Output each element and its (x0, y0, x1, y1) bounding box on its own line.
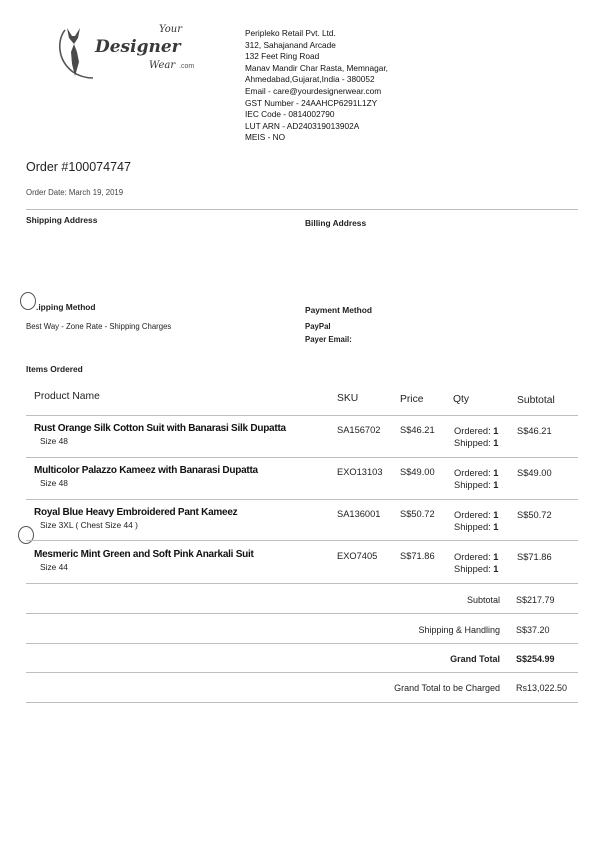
product-subtotal: S$71.86 (517, 552, 552, 562)
dress-figure-icon (55, 24, 95, 84)
qty-shipped-value: 1 (493, 564, 499, 574)
logo-text-com: .com (179, 63, 195, 70)
punch-hole-mark (18, 526, 34, 544)
product-option: Size 48 (40, 478, 68, 488)
product-option: Size 3XL ( Chest Size 44 ) (40, 520, 138, 530)
divider (26, 209, 578, 210)
qty-ordered-value: 1 (493, 510, 499, 520)
divider (26, 583, 578, 584)
logo-text-your: Your (159, 24, 182, 35)
product-price: S$46.21 (400, 425, 435, 435)
product-qty (454, 467, 498, 491)
billing-address-heading: Billing Address (305, 218, 367, 228)
grand-total-label: Grand Total (450, 654, 500, 664)
company-address-line: Ahmedabad,Gujarat,India - 380052 (245, 74, 375, 85)
qty-ordered-label: Ordered: (454, 510, 491, 520)
qty-ordered-label: Ordered: (454, 426, 491, 436)
company-email: Email - care@yourdesignerwear.com (245, 85, 382, 96)
payment-method-heading: Payment Method (305, 305, 373, 315)
subtotal-value: S$217.79 (516, 595, 555, 605)
brand-logo (55, 24, 195, 86)
product-qty (454, 551, 498, 575)
divider (26, 643, 578, 644)
product-sku: SA156702 (337, 425, 381, 435)
qty-ordered-value: 1 (493, 468, 499, 478)
logo-text-designer: Designer (95, 37, 181, 57)
qty-ordered-label: Ordered: (454, 552, 491, 562)
product-name: Mesmeric Mint Green and Soft Pink Anarkali Suit (34, 549, 254, 560)
divider (26, 457, 578, 458)
product-price: S$49.00 (400, 467, 435, 477)
shipping-handling-value: S$37.20 (516, 625, 550, 635)
company-meis: MEIS - NO (245, 132, 286, 143)
shipping-method-heading: .ipping Method (36, 302, 96, 312)
column-header-sku: SKU (337, 393, 359, 404)
shipping-method-value: Best Way - Zone Rate - Shipping Charges (26, 322, 172, 331)
divider (26, 702, 578, 703)
items-ordered-heading: Items Ordered (26, 364, 83, 374)
divider (26, 540, 578, 541)
company-address-line: Manav Mandir Char Rasta, Memnagar, (245, 62, 388, 73)
grand-total-value: S$254.99 (516, 654, 555, 664)
product-sku: SA136001 (337, 509, 381, 519)
logo-text-wear: Wear (149, 60, 176, 71)
company-address-line: 132 Feet Ring Road (245, 51, 320, 62)
product-subtotal: S$49.00 (517, 468, 552, 478)
product-name: Royal Blue Heavy Embroidered Pant Kameez (34, 507, 238, 518)
order-title: Order #100074747 (26, 160, 131, 174)
punch-hole-mark (20, 292, 36, 310)
company-name: Peripleko Retail Pvt. Ltd. (245, 28, 336, 38)
company-lut: LUT ARN - AD240319013902A (245, 120, 360, 131)
company-address-line: 312, Sahajanand Arcade (245, 39, 336, 50)
product-name: Multicolor Palazzo Kameez with Banarasi Dupatta (34, 465, 258, 476)
product-subtotal: S$46.21 (517, 426, 552, 436)
qty-shipped-label: Shipped: (454, 564, 491, 574)
company-iec: IEC Code - 0814002790 (245, 109, 335, 120)
column-header-subtotal: Subtotal (517, 395, 555, 406)
grand-total-charged-label: Grand Total to be Charged (394, 683, 500, 693)
company-gst: GST Number - 24AAHCP6291L1ZY (245, 97, 378, 108)
payment-method-value: PayPal (305, 322, 331, 331)
qty-ordered-value: 1 (493, 552, 499, 562)
column-header-price: Price (400, 394, 424, 405)
grand-total-charged-value: Rs13,022.50 (516, 683, 568, 693)
product-qty (454, 425, 498, 449)
shipping-address-heading: Shipping Address (26, 215, 98, 225)
product-name: Rust Orange Silk Cotton Suit with Banarasi Silk Dupatta (34, 423, 286, 434)
divider (26, 672, 578, 673)
product-option: Size 44 (40, 562, 68, 572)
payer-email-label: Payer Email: (305, 335, 352, 344)
qty-shipped-label: Shipped: (454, 522, 491, 532)
qty-ordered-label: Ordered: (454, 468, 491, 478)
qty-shipped-label: Shipped: (454, 480, 491, 490)
qty-shipped-value: 1 (493, 522, 499, 532)
product-option: Size 48 (40, 436, 68, 446)
qty-shipped-value: 1 (493, 438, 499, 448)
divider (26, 415, 578, 416)
qty-shipped-label: Shipped: (454, 438, 491, 448)
shipping-handling-label: Shipping & Handling (418, 625, 500, 635)
product-qty (454, 509, 498, 533)
product-sku: EXO13103 (337, 467, 383, 477)
subtotal-label: Subtotal (466, 595, 500, 605)
column-header-qty: Qty (453, 394, 470, 405)
product-subtotal: S$50.72 (517, 510, 552, 520)
qty-ordered-value: 1 (493, 426, 499, 436)
product-sku: EXO7405 (337, 551, 378, 561)
company-address (245, 28, 388, 144)
column-header-product-name: Product Name (34, 391, 100, 402)
order-date: Order Date: March 19, 2019 (26, 188, 124, 197)
divider (26, 613, 578, 614)
product-price: S$50.72 (400, 509, 435, 519)
product-price: S$71.86 (400, 551, 435, 561)
qty-shipped-value: 1 (493, 480, 499, 490)
divider (26, 499, 578, 500)
